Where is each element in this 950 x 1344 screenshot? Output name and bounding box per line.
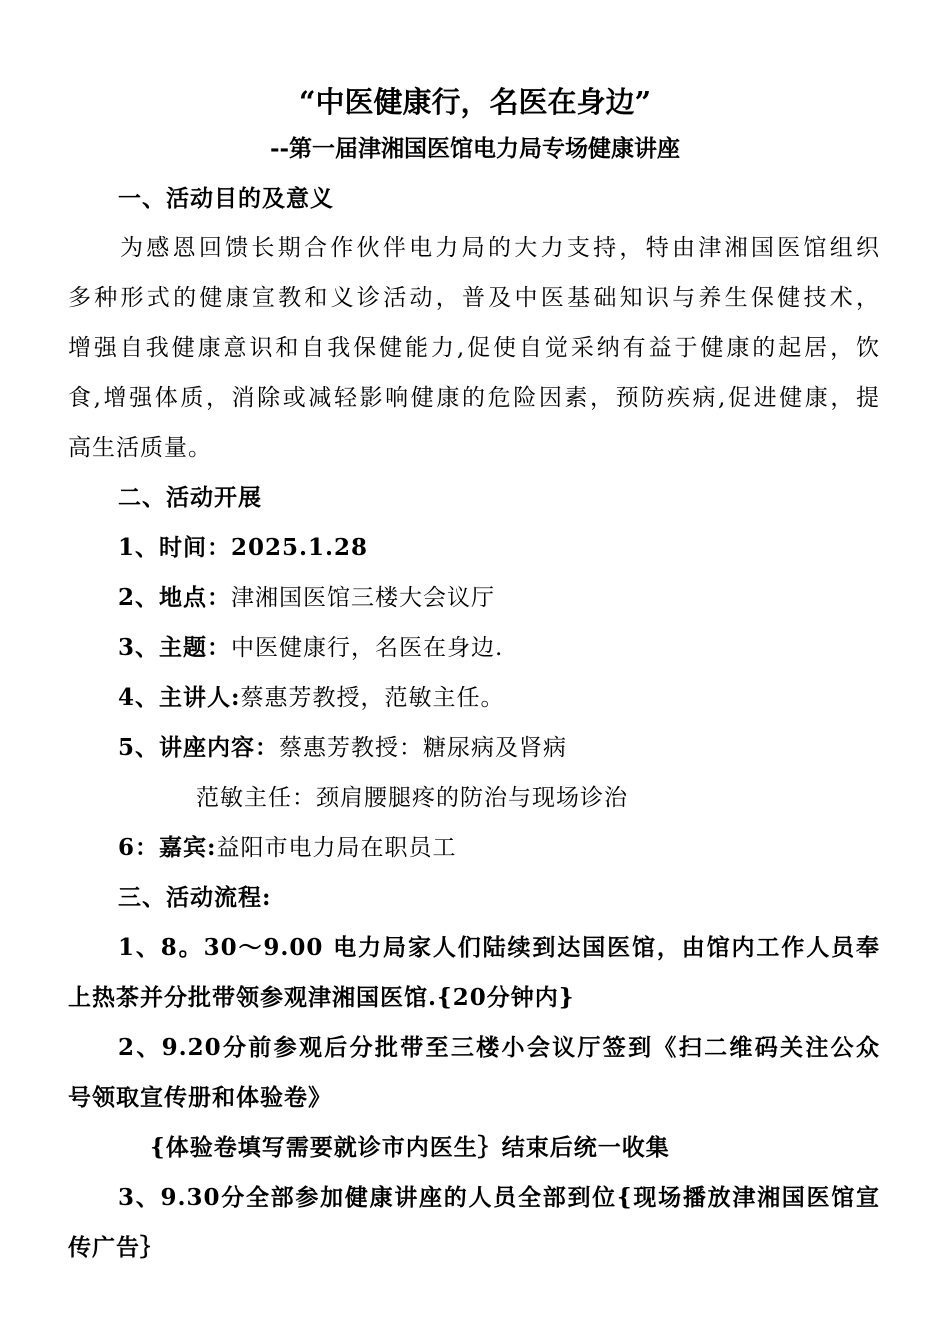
event-guests-label: 6：嘉宾:: [118, 834, 217, 861]
process-line-2: 上热茶并分批带领参观津湘国医馆.{20分钟内}: [68, 984, 575, 1011]
event-location-label: 2、地点：: [118, 584, 232, 611]
process-line-3: 2、9.20分前参观后分批带至三楼小会议厅签到《扫二维码关注公众: [118, 1034, 880, 1061]
section1-para-line-2: 多种形式的健康宣教和义诊活动，普及中医基础知识与养生保健技术，: [68, 285, 880, 311]
section3-heading: 三、活动流程:: [118, 884, 272, 911]
document-subtitle: --第一届津湘国医馆电力局专场健康讲座: [269, 135, 681, 162]
section1-para-line-4: 食,增强体质，消除或减轻影响健康的危险因素，预防疾病,促进健康，提: [68, 385, 880, 411]
section1-heading: 一、活动目的及意义: [118, 185, 334, 212]
event-content-label: 5、讲座内容：: [118, 734, 280, 761]
event-content-continued: 范敏主任：颈肩腰腿疼的防治与现场诊治: [196, 785, 628, 811]
section1-para-line-3: 增强自我健康意识和自我保健能力,促使自觉采纳有益于健康的起居，饮: [68, 335, 880, 361]
document-title: “中医健康行，名医在身边”: [298, 85, 652, 119]
process-line-1: 1、8。30～9.00 电力局家人们陆续到达国医馆，由馆内工作人员奉: [118, 934, 880, 961]
event-theme-value: 中医健康行，名医在身边.: [231, 635, 504, 661]
event-location-value: 津湘国医馆三楼大会议厅: [231, 585, 496, 611]
event-speakers-value: 蔡惠芳教授，范敏主任。: [240, 685, 505, 711]
process-line-7: 传广告｝: [68, 1234, 164, 1261]
process-line-5: {体验卷填写需要就诊市内医生｝结束后统一收集: [150, 1134, 670, 1161]
section2-heading: 二、活动开展: [118, 484, 262, 511]
process-line-4: 号领取宣传册和体验卷》: [68, 1084, 332, 1111]
event-speakers-label: 4、主讲人:: [118, 684, 241, 711]
event-guests: [118, 833, 457, 863]
event-location: [118, 583, 495, 613]
event-time: [118, 533, 368, 563]
event-theme: [118, 633, 503, 663]
event-theme-label: 3、主题：: [118, 634, 232, 661]
event-guests-value: 益阳市电力局在职员工: [216, 835, 457, 861]
event-time-label: 1、时间：: [118, 534, 232, 561]
process-line-6: 3、9.30分全部参加健康讲座的人员全部到位{现场播放津湘国医馆宣: [118, 1184, 880, 1211]
event-content-value: 蔡惠芳教授：糖尿病及肾病: [279, 735, 568, 761]
event-content: [118, 733, 567, 763]
section1-para-line-1: 为感恩回馈长期合作伙伴电力局的大力支持，特由津湘国医馆组织: [120, 235, 880, 261]
event-speakers: [118, 683, 505, 713]
section1-para-line-5: 高生活质量。: [68, 435, 212, 461]
event-time-value: 2025.1.28: [231, 534, 369, 561]
